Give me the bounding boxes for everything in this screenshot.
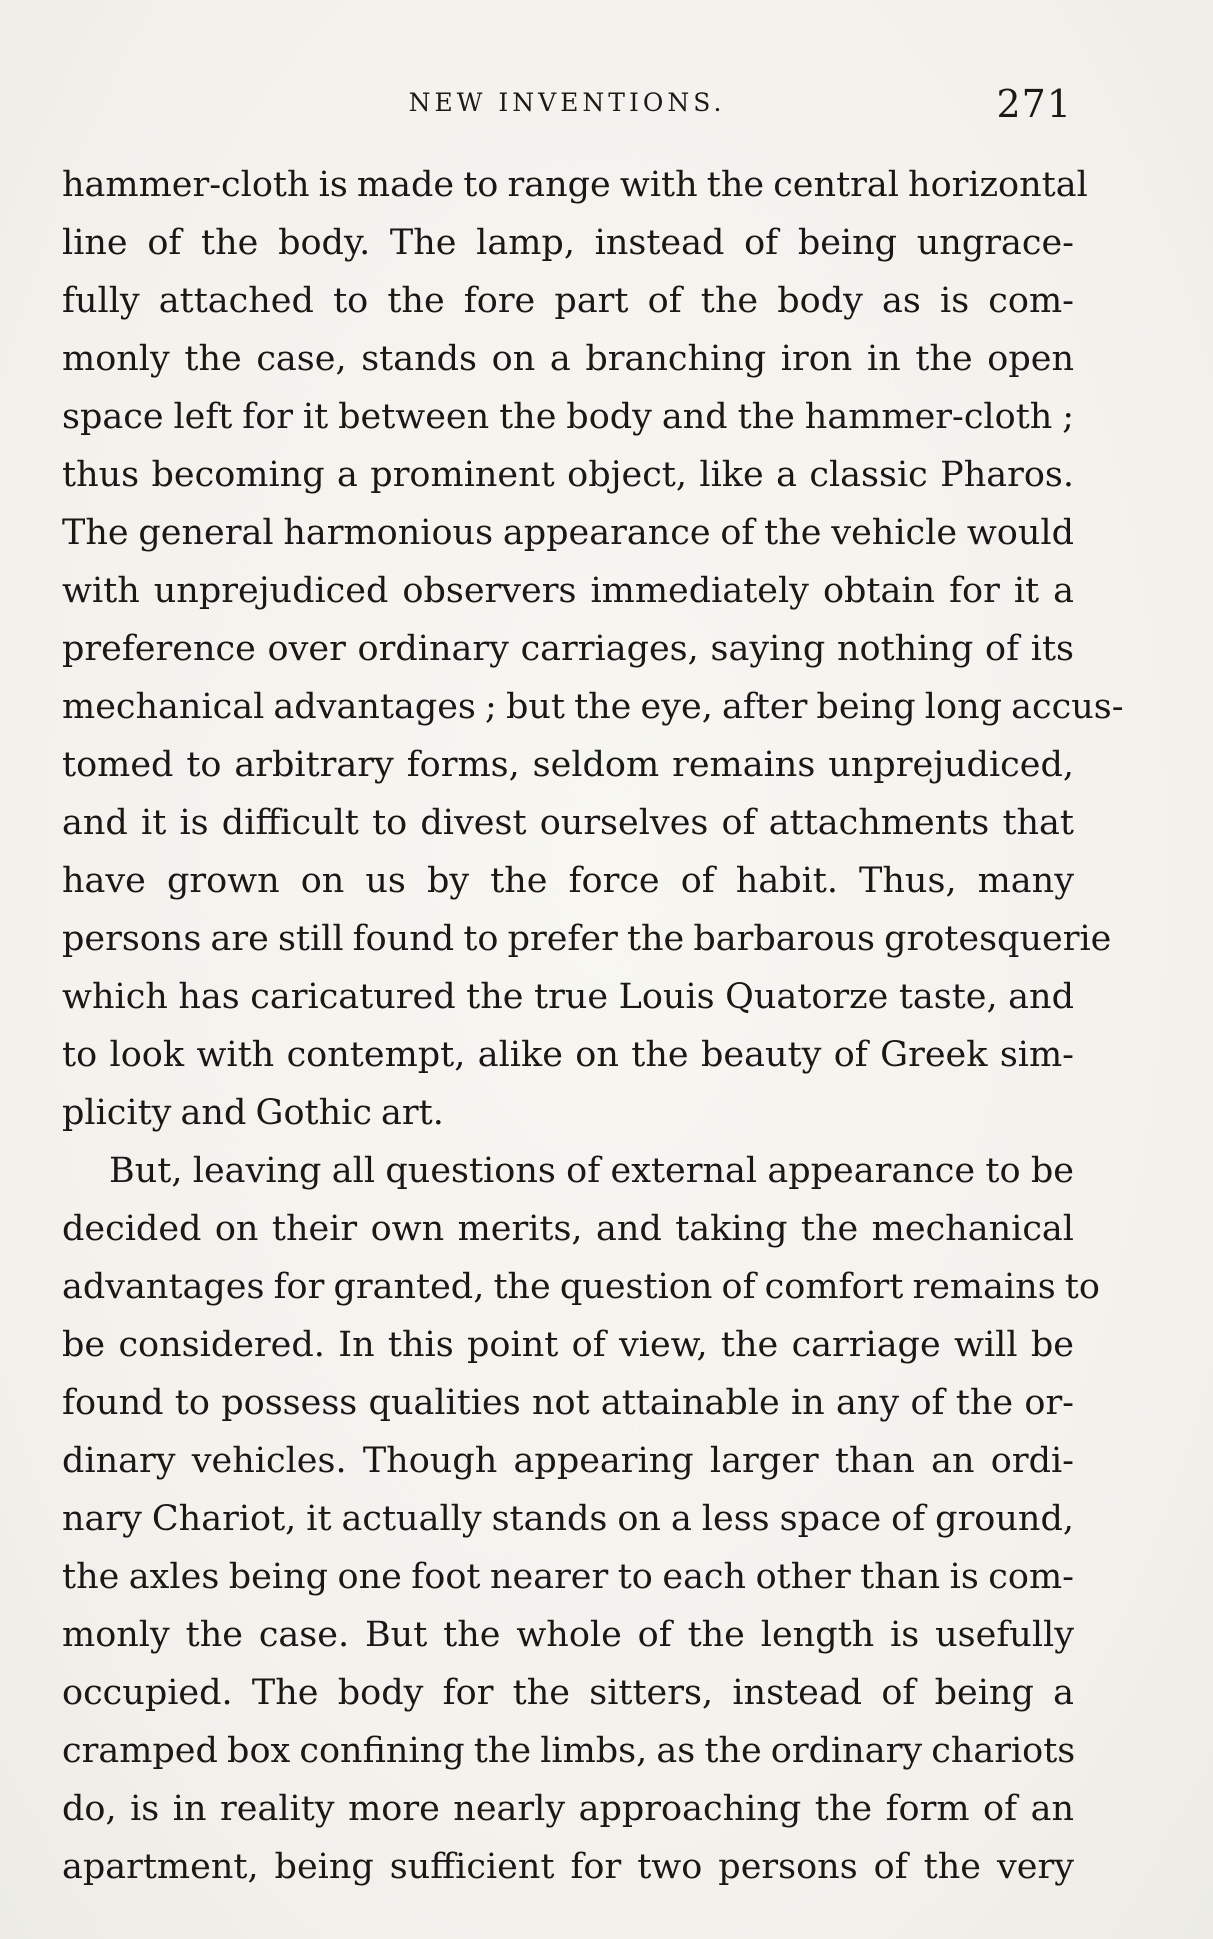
text-line: decided on their own merits, and taking the mechanical: [62, 1209, 1074, 1249]
text-line: with unprejudiced observers immediately obtain for it a: [62, 571, 1074, 611]
text-line: But, leaving all questions of external appearance to be: [109, 1151, 1074, 1191]
body-text: [62, 156, 1124, 1896]
text-line: thus becoming a prominent object, like a classic Pharos.: [62, 455, 1074, 495]
text-line: mechanical advantages ; but the eye, after being long accus-: [62, 687, 1124, 727]
text-line: have grown on us by the force of habit. Thus, many: [62, 861, 1074, 901]
running-title: NEW INVENTIONS.: [408, 88, 726, 117]
text-line: cramped box confining the limbs, as the ordinary chariots: [62, 1731, 1076, 1771]
text-line: to look with contempt, alike on the beauty of Greek sim-: [62, 1035, 1074, 1075]
text-line: dinary vehicles. Though appearing larger than an ordi-: [62, 1441, 1074, 1481]
text-line: monly the case. But the whole of the length is usefully: [62, 1615, 1074, 1655]
text-line: which has caricatured the true Louis Quatorze taste, and: [62, 977, 1074, 1017]
text-line: the axles being one foot nearer to each other than is com-: [62, 1557, 1074, 1597]
text-line: persons are still found to prefer the barbarous grotesquerie: [62, 919, 1112, 959]
text-line: nary Chariot, it actually stands on a less space of ground,: [62, 1499, 1074, 1539]
text-line: apartment, being sufficient for two persons of the very: [62, 1847, 1074, 1887]
text-line: found to possess qualities not attainable in any of the or-: [62, 1383, 1074, 1423]
text-line: do, is in reality more nearly approaching the form of an: [62, 1789, 1074, 1829]
paragraph: [62, 156, 1124, 1142]
text-line: The general harmonious appearance of the vehicle would: [62, 513, 1074, 553]
paragraph: [62, 1142, 1100, 1896]
text-line: hammer-cloth is made to range with the central horizontal: [62, 165, 1088, 205]
text-line: space left for it between the body and the hammer-cloth ;: [62, 397, 1074, 437]
text-line: fully attached to the fore part of the body as is com-: [62, 281, 1074, 321]
text-line: be considered. In this point of view, the carriage will be: [62, 1325, 1074, 1365]
text-line: plicity and Gothic art.: [62, 1093, 444, 1133]
text-line: line of the body. The lamp, instead of being ungrace-: [62, 223, 1074, 263]
text-line: preference over ordinary carriages, saying nothing of its: [62, 629, 1074, 669]
running-head: [62, 82, 1072, 126]
text-line: monly the case, stands on a branching iron in the open: [62, 339, 1074, 379]
text-line: advantages for granted, the question of comfort remains to: [62, 1267, 1100, 1307]
text-line: and it is difficult to divest ourselves of attachments that: [62, 803, 1074, 843]
text-line: occupied. The body for the sitters, instead of being a: [62, 1673, 1074, 1713]
page-number: 271: [996, 82, 1072, 126]
text-line: tomed to arbitrary forms, seldom remains unprejudiced,: [62, 745, 1074, 785]
